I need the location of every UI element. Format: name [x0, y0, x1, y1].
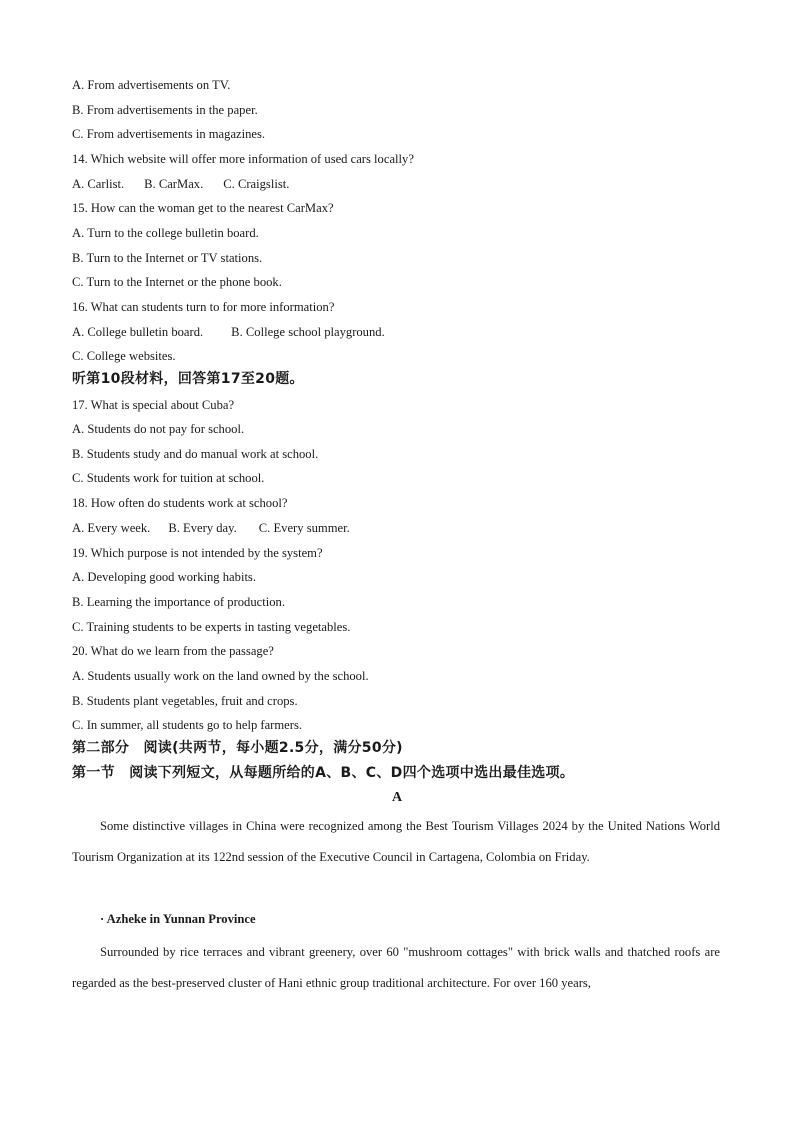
q19-option-c: C. Training students to be experts in tasting vegetables. [72, 620, 351, 634]
passage-paragraph-2: Surrounded by rice terraces and vibrant greenery, over 60 "mushroom cottages" with brick walls and thatched roofs are regarded as the best-preserved cluster of Hani ethnic group traditional architecture. For over 160 years, [72, 945, 720, 990]
q20-option-c: C. In summer, all students go to help farmers. [72, 718, 302, 732]
q18-options [72, 520, 350, 536]
q19-option-b: B. Learning the importance of production. [72, 595, 285, 609]
section1-heading: 第一节 阅读下列短文，从每题所给的A、B、C、D四个选项中选出最佳选项。 [72, 765, 575, 781]
passage-paragraph-1: Some distinctive villages in China were recognized among the Best Tourism Villages 2024 by the United Nations World Tourism Organization at its 122nd session of the Executive Council in Cartagena, Colombia on Friday. [72, 819, 720, 864]
q13-option-b: B. From advertisements in the paper. [72, 103, 258, 117]
q14-options [72, 176, 289, 192]
q13-option-c: C. From advertisements in magazines. [72, 127, 266, 141]
q16-option-c: C. College websites. [72, 349, 176, 363]
q16-options [72, 324, 385, 340]
q13-option-a: A. From advertisements on TV. [72, 78, 231, 92]
q17-option-b: B. Students study and do manual work at school. [72, 447, 319, 461]
q16-option-b: B. College school playground. [231, 325, 385, 339]
q16-question: 16. What can students turn to for more information? [72, 300, 335, 314]
q18-option-a: A. Every week. [72, 521, 151, 535]
q18-question: 18. How often do students work at school? [72, 496, 288, 510]
q17-question: 17. What is special about Cuba? [72, 398, 235, 412]
q18-option-b: B. Every day. [168, 521, 237, 535]
q14-option-b: B. CarMax. [144, 177, 204, 191]
q17-option-a: A. Students do not pay for school. [72, 422, 245, 436]
passage-label: A [391, 790, 403, 805]
q16-option-a: A. College bulletin board. [72, 325, 204, 339]
q14-option-c: C. Craigslist. [223, 177, 290, 191]
q20-option-b: B. Students plant vegetables, fruit and crops. [72, 694, 298, 708]
q14-question: 14. Which website will offer more information of used cars locally? [72, 152, 414, 166]
q14-option-a: A. Carlist. [72, 177, 125, 191]
q19-option-a: A. Developing good working habits. [72, 570, 256, 584]
q18-option-c: C. Every summer. [258, 521, 350, 535]
q15-option-a: A. Turn to the college bulletin board. [72, 226, 259, 240]
section10-heading: 听第10段材料，回答第17至20题。 [72, 371, 304, 387]
q15-option-b: B. Turn to the Internet or TV stations. [72, 251, 263, 265]
q20-option-a: A. Students usually work on the land owned by the school. [72, 669, 369, 683]
passage-subheading: · Azheke in Yunnan Province [100, 912, 256, 926]
q20-question: 20. What do we learn from the passage? [72, 644, 274, 658]
part2-heading: 第二部分 阅读(共两节，每小题2.5分，满分50分) [72, 740, 403, 756]
q15-question: 15. How can the woman get to the nearest CarMax? [72, 201, 334, 215]
q19-question: 19. Which purpose is not intended by the system? [72, 546, 323, 560]
q15-option-c: C. Turn to the Internet or the phone book. [72, 275, 282, 289]
q17-option-c: C. Students work for tuition at school. [72, 471, 265, 485]
